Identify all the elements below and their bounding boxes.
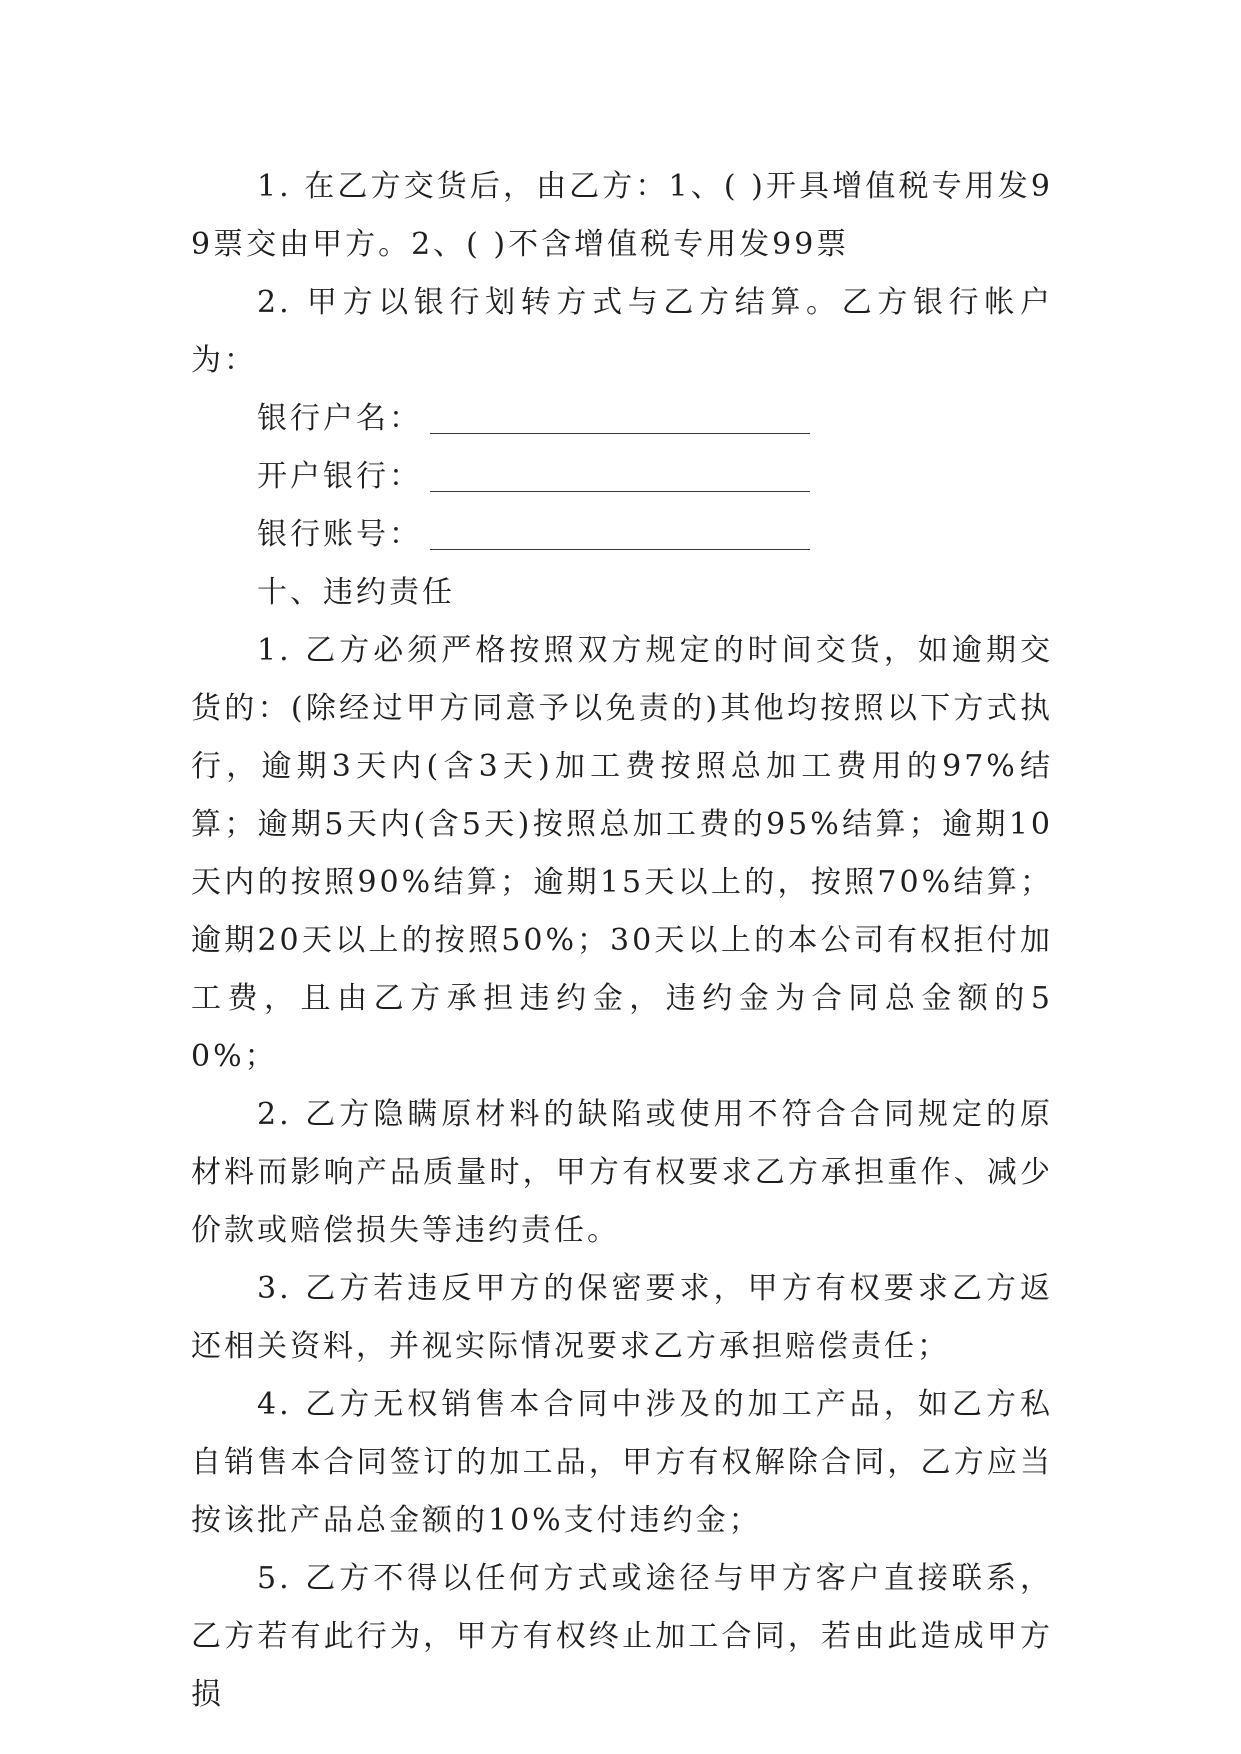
- liability-clause-3: 3. 乙方若违反甲方的保密要求，甲方有权要求乙方返还相关资料，并视实际情况要求乙方承担赔偿责任；: [191, 1271, 1053, 1364]
- liability-clause-4: 4. 乙方无权销售本合同中涉及的加工产品，如乙方私自销售本合同签订的加工品，甲方有权解除合同，乙方应当按该批产品总金额的10%支付违约金；: [191, 1387, 1053, 1538]
- bank-account-number-blank: [430, 519, 810, 550]
- bank-name-line: [191, 448, 1053, 506]
- section-title: 十、违约责任: [257, 575, 455, 610]
- document-body: [191, 158, 1053, 1724]
- bank-name-label: 开户银行：: [257, 459, 422, 494]
- liability-clause-1: 1. 乙方必须严格按照双方规定的时间交货，如逾期交货的：(除经过甲方同意予以免责的)其他均按照以下方式执行，逾期3天内(含3天)加工费按照总加工费用的97%结算；逾期5天内(含5天)按照总加工费的95%结算；逾期10天内的按照90%结算；逾期15天以上的，按照70%结算；逾期20天以上的按照50%；30天以上的本公司有权拒付加工费，且由乙方承担违约金，违约金为合同总金额的50%；: [191, 633, 1053, 1074]
- bank-account-name-line: [191, 390, 1053, 448]
- bank-account-number-line: [191, 506, 1053, 564]
- bank-name-blank: [430, 461, 810, 492]
- payment-clause-1: 1. 在乙方交货后，由乙方：1、( )开具增值税专用发99票交由甲方。2、( )不含增值税专用发99票: [191, 169, 1053, 262]
- liability-clause-2: 2. 乙方隐瞒原材料的缺陷或使用不符合合同规定的原材料而影响产品质量时，甲方有权要求乙方承担重作、减少价款或赔偿损失等违约责任。: [191, 1097, 1053, 1248]
- bank-account-name-label: 银行户名：: [257, 401, 422, 436]
- bank-account-name-blank: [430, 403, 810, 434]
- liability-clause-5: 5. 乙方不得以任何方式或途径与甲方客户直接联系，乙方若有此行为，甲方有权终止加工合同，若由此造成甲方损: [191, 1561, 1053, 1712]
- bank-account-number-label: 银行账号：: [257, 517, 422, 552]
- payment-clause-2: 2. 甲方以银行划转方式与乙方结算。乙方银行帐户为：: [191, 285, 1053, 378]
